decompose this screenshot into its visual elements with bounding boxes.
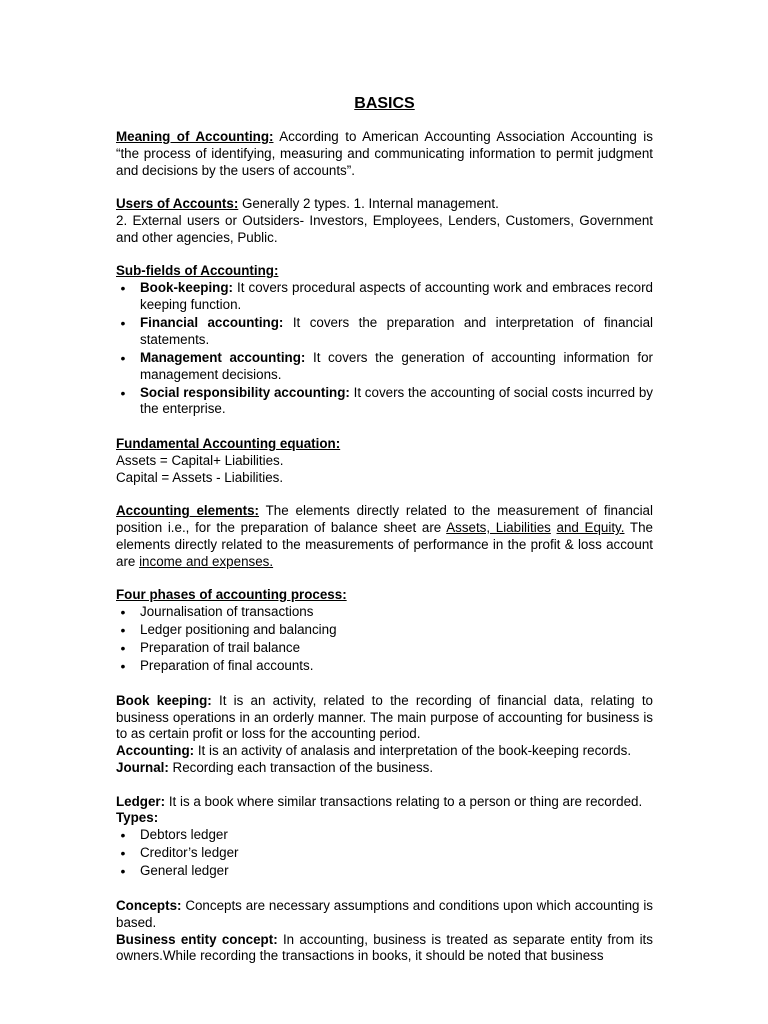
meaning-text: According to American Accounting Association Accounting is “the process of identifying, measuring and communicating information to permit judgment and decisions by the users of accounts”. xyxy=(116,129,653,178)
users-text-1: Generally 2 types. 1. Internal management. xyxy=(238,196,499,212)
ledger-type-text: Creditor’s ledger xyxy=(140,845,239,861)
bookkeeping-paragraph xyxy=(116,693,653,743)
concepts-paragraph xyxy=(116,898,653,932)
bullet-icon xyxy=(116,845,130,863)
bookkeeping-term: Book keeping: xyxy=(116,692,212,708)
journal-text: Recording each transaction of the business. xyxy=(168,759,434,775)
phases-heading-line xyxy=(116,587,653,604)
list-item xyxy=(116,640,653,657)
meaning-heading: Meaning of Accounting: xyxy=(116,129,274,144)
elements-paragraph xyxy=(116,503,653,570)
subfield-text: It covers procedural aspects of accounting work and embraces record keeping function. xyxy=(140,280,653,312)
phase-text: Preparation of final accounts. xyxy=(140,658,314,674)
subfields-heading: Sub-fields of Accounting: xyxy=(116,263,279,279)
elements-underlined-1: Assets, Liabilities xyxy=(446,520,551,536)
phases-list xyxy=(116,604,653,675)
subfields-list xyxy=(116,280,653,418)
list-item xyxy=(116,863,653,880)
equation-line-2: Capital = Assets - Liabilities. xyxy=(116,469,284,485)
bullet-icon xyxy=(116,658,130,676)
bullet-icon xyxy=(116,315,130,333)
journal-paragraph xyxy=(116,760,653,777)
concepts-text: Concepts are necessary assumptions and conditions upon which accounting is based. xyxy=(116,897,653,930)
ledger-paragraph xyxy=(116,794,653,811)
list-item xyxy=(116,845,653,862)
accounting-term: Accounting: xyxy=(116,743,195,759)
users-paragraph-2 xyxy=(116,213,653,247)
bullet-icon xyxy=(116,385,130,403)
list-item xyxy=(116,827,653,844)
subfields-heading-line xyxy=(116,263,653,280)
bullet-icon xyxy=(116,604,130,622)
ledger-type-text: Debtors ledger xyxy=(140,827,228,843)
phase-text: Journalisation of transactions xyxy=(140,604,314,620)
bullet-icon xyxy=(116,350,130,368)
accounting-paragraph xyxy=(116,743,653,760)
list-item xyxy=(116,280,653,314)
list-item xyxy=(116,350,653,384)
phase-text: Ledger positioning and balancing xyxy=(140,622,337,638)
bullet-icon xyxy=(116,827,130,845)
users-heading: Users of Accounts: xyxy=(116,196,239,212)
elements-underlined-3: income and expenses. xyxy=(139,553,274,569)
phase-text: Preparation of trail balance xyxy=(140,640,301,656)
entity-term: Business entity concept: xyxy=(116,931,278,947)
list-item xyxy=(116,604,653,621)
concepts-term: Concepts: xyxy=(116,897,182,913)
entity-text: In accounting, business is treated as separate entity from its owners.While recording the transactions in books, it should be noted that business xyxy=(116,931,653,964)
users-text-2: 2. External users or Outsiders- Investors, Employees, Lenders, Customers, Government and other agencies, Public. xyxy=(116,212,653,245)
users-paragraph xyxy=(116,196,653,213)
subfield-text: It covers the generation of accounting information for management decisions. xyxy=(140,349,653,382)
equation-heading: Fundamental Accounting equation: xyxy=(116,436,341,452)
phases-heading: Four phases of accounting process: xyxy=(116,587,347,603)
accounting-text: It is an activity of analasis and interpretation of the book-keeping records. xyxy=(194,743,632,759)
elements-text-3: The elements directly related to the measurements of performance in the profit & loss account are xyxy=(116,520,653,569)
ledger-types-list xyxy=(116,827,653,880)
bullet-icon xyxy=(116,280,130,298)
subfield-text: It covers the preparation and interpretation of financial statements. xyxy=(140,314,653,347)
elements-heading: Accounting elements: xyxy=(116,503,259,519)
bullet-icon xyxy=(116,863,130,881)
meaning-paragraph xyxy=(116,129,653,179)
ledger-type-text: General ledger xyxy=(140,863,229,879)
bookkeeping-text: It is an activity, related to the recording of financial data, relating to business operations in an orderly manner. The main purpose of accounting for business is to as certain profit or loss for the accounting period. xyxy=(116,692,653,742)
page-title: BASICS xyxy=(354,95,415,112)
list-item xyxy=(116,658,653,675)
elements-underlined-2: and Equity. xyxy=(556,520,625,536)
bullet-icon xyxy=(116,622,130,640)
equation-heading-line xyxy=(116,436,653,453)
subfield-term: Financial accounting: xyxy=(140,314,284,330)
ledger-types-label-line xyxy=(116,810,653,827)
bullet-icon xyxy=(116,640,130,658)
subfield-term: Management accounting: xyxy=(140,349,306,365)
journal-term: Journal: xyxy=(116,759,169,775)
document-body xyxy=(116,95,653,965)
ledger-term: Ledger: xyxy=(116,793,166,809)
entity-paragraph xyxy=(116,932,653,966)
subfield-term: Social responsibility accounting: xyxy=(140,384,350,400)
equation-line-1: Assets = Capital+ Liabilities. xyxy=(116,452,284,468)
list-item xyxy=(116,385,653,419)
ledger-types-label: Types: xyxy=(116,810,159,826)
list-item xyxy=(116,622,653,639)
list-item xyxy=(116,315,653,349)
ledger-text: It is a book where similar transactions relating to a person or thing are recorded. xyxy=(165,793,643,809)
subfield-text: It covers the accounting of social costs incurred by the enterprise. xyxy=(140,384,653,417)
subfield-term: Book-keeping: xyxy=(140,280,233,296)
elements-text-1: The elements directly related to the measurement of financial position i.e., for the preparation of balance sheet are xyxy=(116,503,653,536)
